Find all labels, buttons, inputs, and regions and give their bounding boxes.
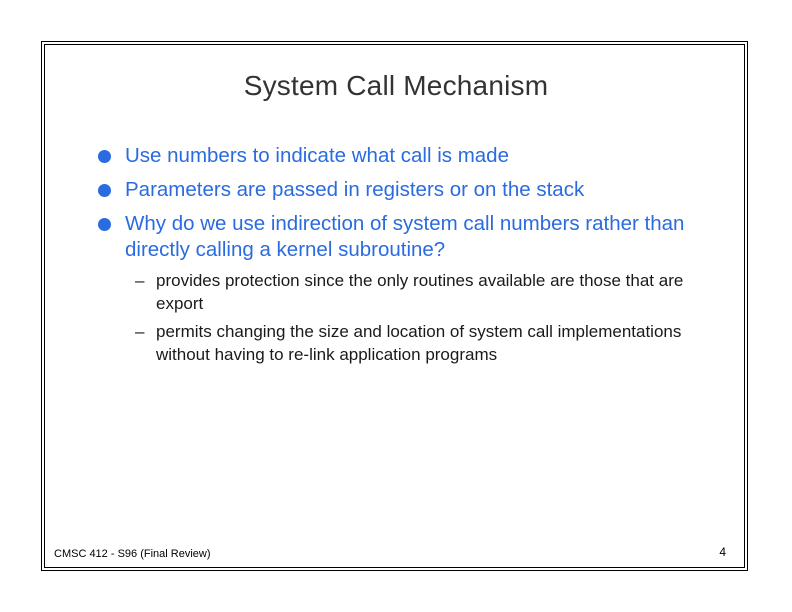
bullet-item	[98, 177, 698, 203]
dash-icon: –	[135, 271, 145, 290]
slide-footer: CMSC 412 - S96 (Final Review)	[54, 548, 211, 560]
bullet-item	[98, 211, 698, 366]
bullet-text: Use numbers to indicate what call is made	[125, 144, 509, 167]
bullet-text: Why do we use indirection of system call numbers rather than directly calling a kernel subroutine?	[125, 212, 685, 261]
dash-icon: –	[135, 322, 145, 341]
slide-title: System Call Mechanism	[243, 70, 549, 101]
sub-bullet-item	[125, 320, 698, 366]
bullet-text: Parameters are passed in registers or on the stack	[125, 178, 585, 201]
sub-bullet-text: permits changing the size and location of system call implementations without having to re-link application programs	[156, 322, 682, 364]
sub-bullet-text: provides protection since the only routines available are those that are export	[156, 271, 684, 313]
bullet-dot-icon	[98, 184, 111, 197]
bullet-dot-icon	[98, 218, 111, 231]
bullet-item	[98, 143, 698, 169]
sub-bullet-list	[125, 269, 698, 366]
sub-bullet-item	[125, 269, 698, 315]
page-number: 4	[719, 545, 726, 559]
bullet-dot-icon	[98, 150, 111, 163]
bullet-list	[98, 143, 698, 374]
